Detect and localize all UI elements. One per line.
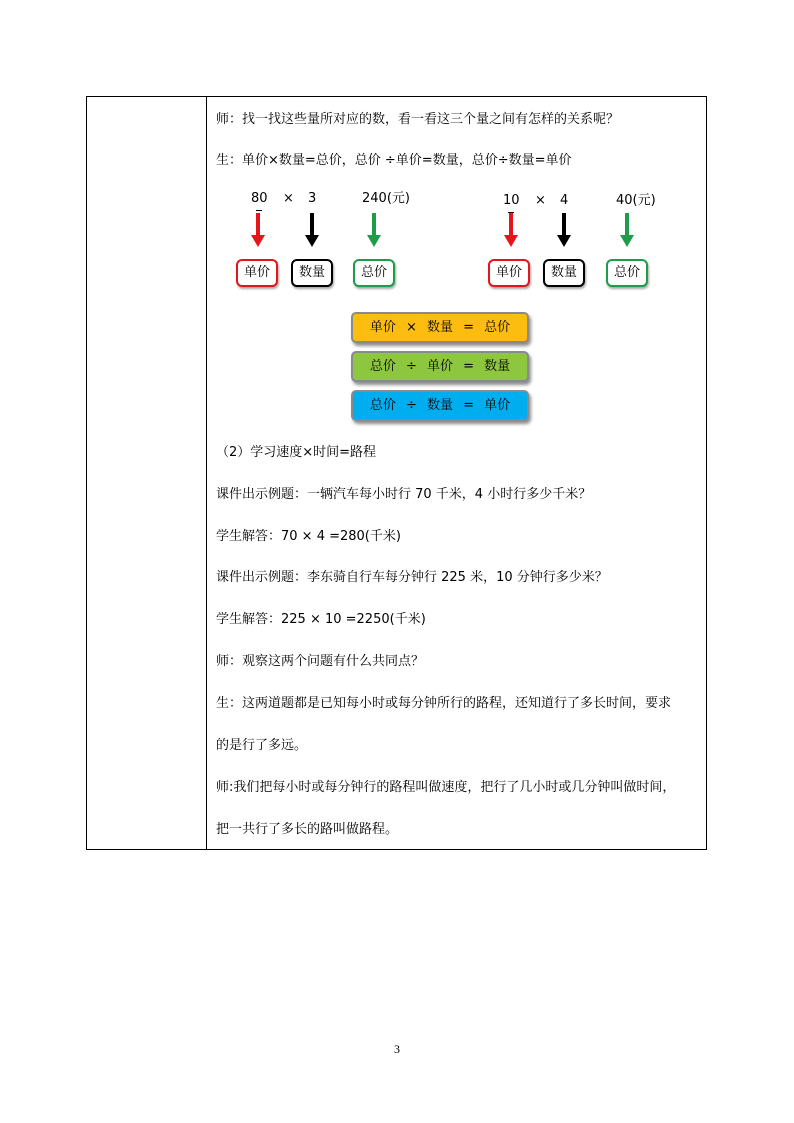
teacher-definition: 师:我们把每小时或每分钟行的路程叫做速度，把行了几小时或几分钟叫做时间， (216, 780, 676, 795)
left-quantity-value: 3 (308, 191, 317, 206)
left-total-box: 总价 (353, 259, 395, 287)
teacher-observe: 师：观察这两个问题有什么共同点？ (216, 654, 425, 669)
page-number: 3 (394, 1042, 400, 1056)
right-multiply-sign: × (535, 193, 546, 208)
red-arrow-down-icon (251, 213, 265, 247)
lesson-table (86, 96, 707, 850)
green-arrow-down-icon (620, 213, 634, 247)
example-bike: 课件出示例题：李东骑自行车每分钟行 225 米，10 分钟行多少米？ (216, 570, 608, 585)
section-heading-speed: （2）学习速度×时间=路程 (216, 445, 377, 460)
formula-bar-unit-price: 总价 ÷ 数量 = 单价 (351, 390, 529, 421)
right-total-box: 总价 (606, 259, 648, 287)
answer-bike: 学生解答：225 × 10 =2250(千米) (216, 612, 426, 627)
right-quantity-value: 4 (560, 193, 569, 208)
green-arrow-down-icon (367, 213, 381, 247)
student-common-point: 生：这两道题都是已知每小时或每分钟所行的路程，还知道行了多长时间，要求 (216, 696, 672, 711)
teacher-question: 师：找一找这些量所对应的数，看一看这三个量之间有怎样的关系呢？ (216, 112, 620, 127)
left-unit-price-value: 80 (251, 191, 268, 206)
answer-car: 学生解答：70 × 4 =280(千米) (216, 529, 401, 544)
teacher-definition-cont: 把一共行了多长的路叫做路程。 (216, 822, 399, 837)
left-dash-mark (256, 210, 262, 211)
formula-bar-quantity: 总价 ÷ 单价 = 数量 (351, 351, 529, 382)
left-total-value: 240(元) (362, 191, 410, 206)
right-total-value: 40(元) (616, 193, 656, 208)
right-quantity-box: 数量 (543, 259, 585, 287)
student-answer-relations: 生：单价×数量=总价，总价 ÷单价=数量，总价÷数量=单价 (216, 153, 572, 168)
left-multiply-sign: × (283, 191, 294, 206)
right-unit-price-value: 10 (503, 193, 520, 208)
formula-bar-total: 单价 × 数量 = 总价 (351, 312, 529, 343)
student-common-point-cont: 的是行了多远。 (216, 738, 308, 753)
right-unit-price-box: 单价 (488, 259, 530, 287)
left-unit-price-box: 单价 (236, 259, 278, 287)
left-quantity-box: 数量 (291, 259, 333, 287)
red-arrow-down-icon (504, 213, 518, 247)
table-left-cell (87, 97, 207, 849)
example-car: 课件出示例题：一辆汽车每小时行 70 千米，4 小时行多少千米？ (216, 487, 592, 502)
black-arrow-down-icon (305, 213, 319, 247)
black-arrow-down-icon (557, 213, 571, 247)
